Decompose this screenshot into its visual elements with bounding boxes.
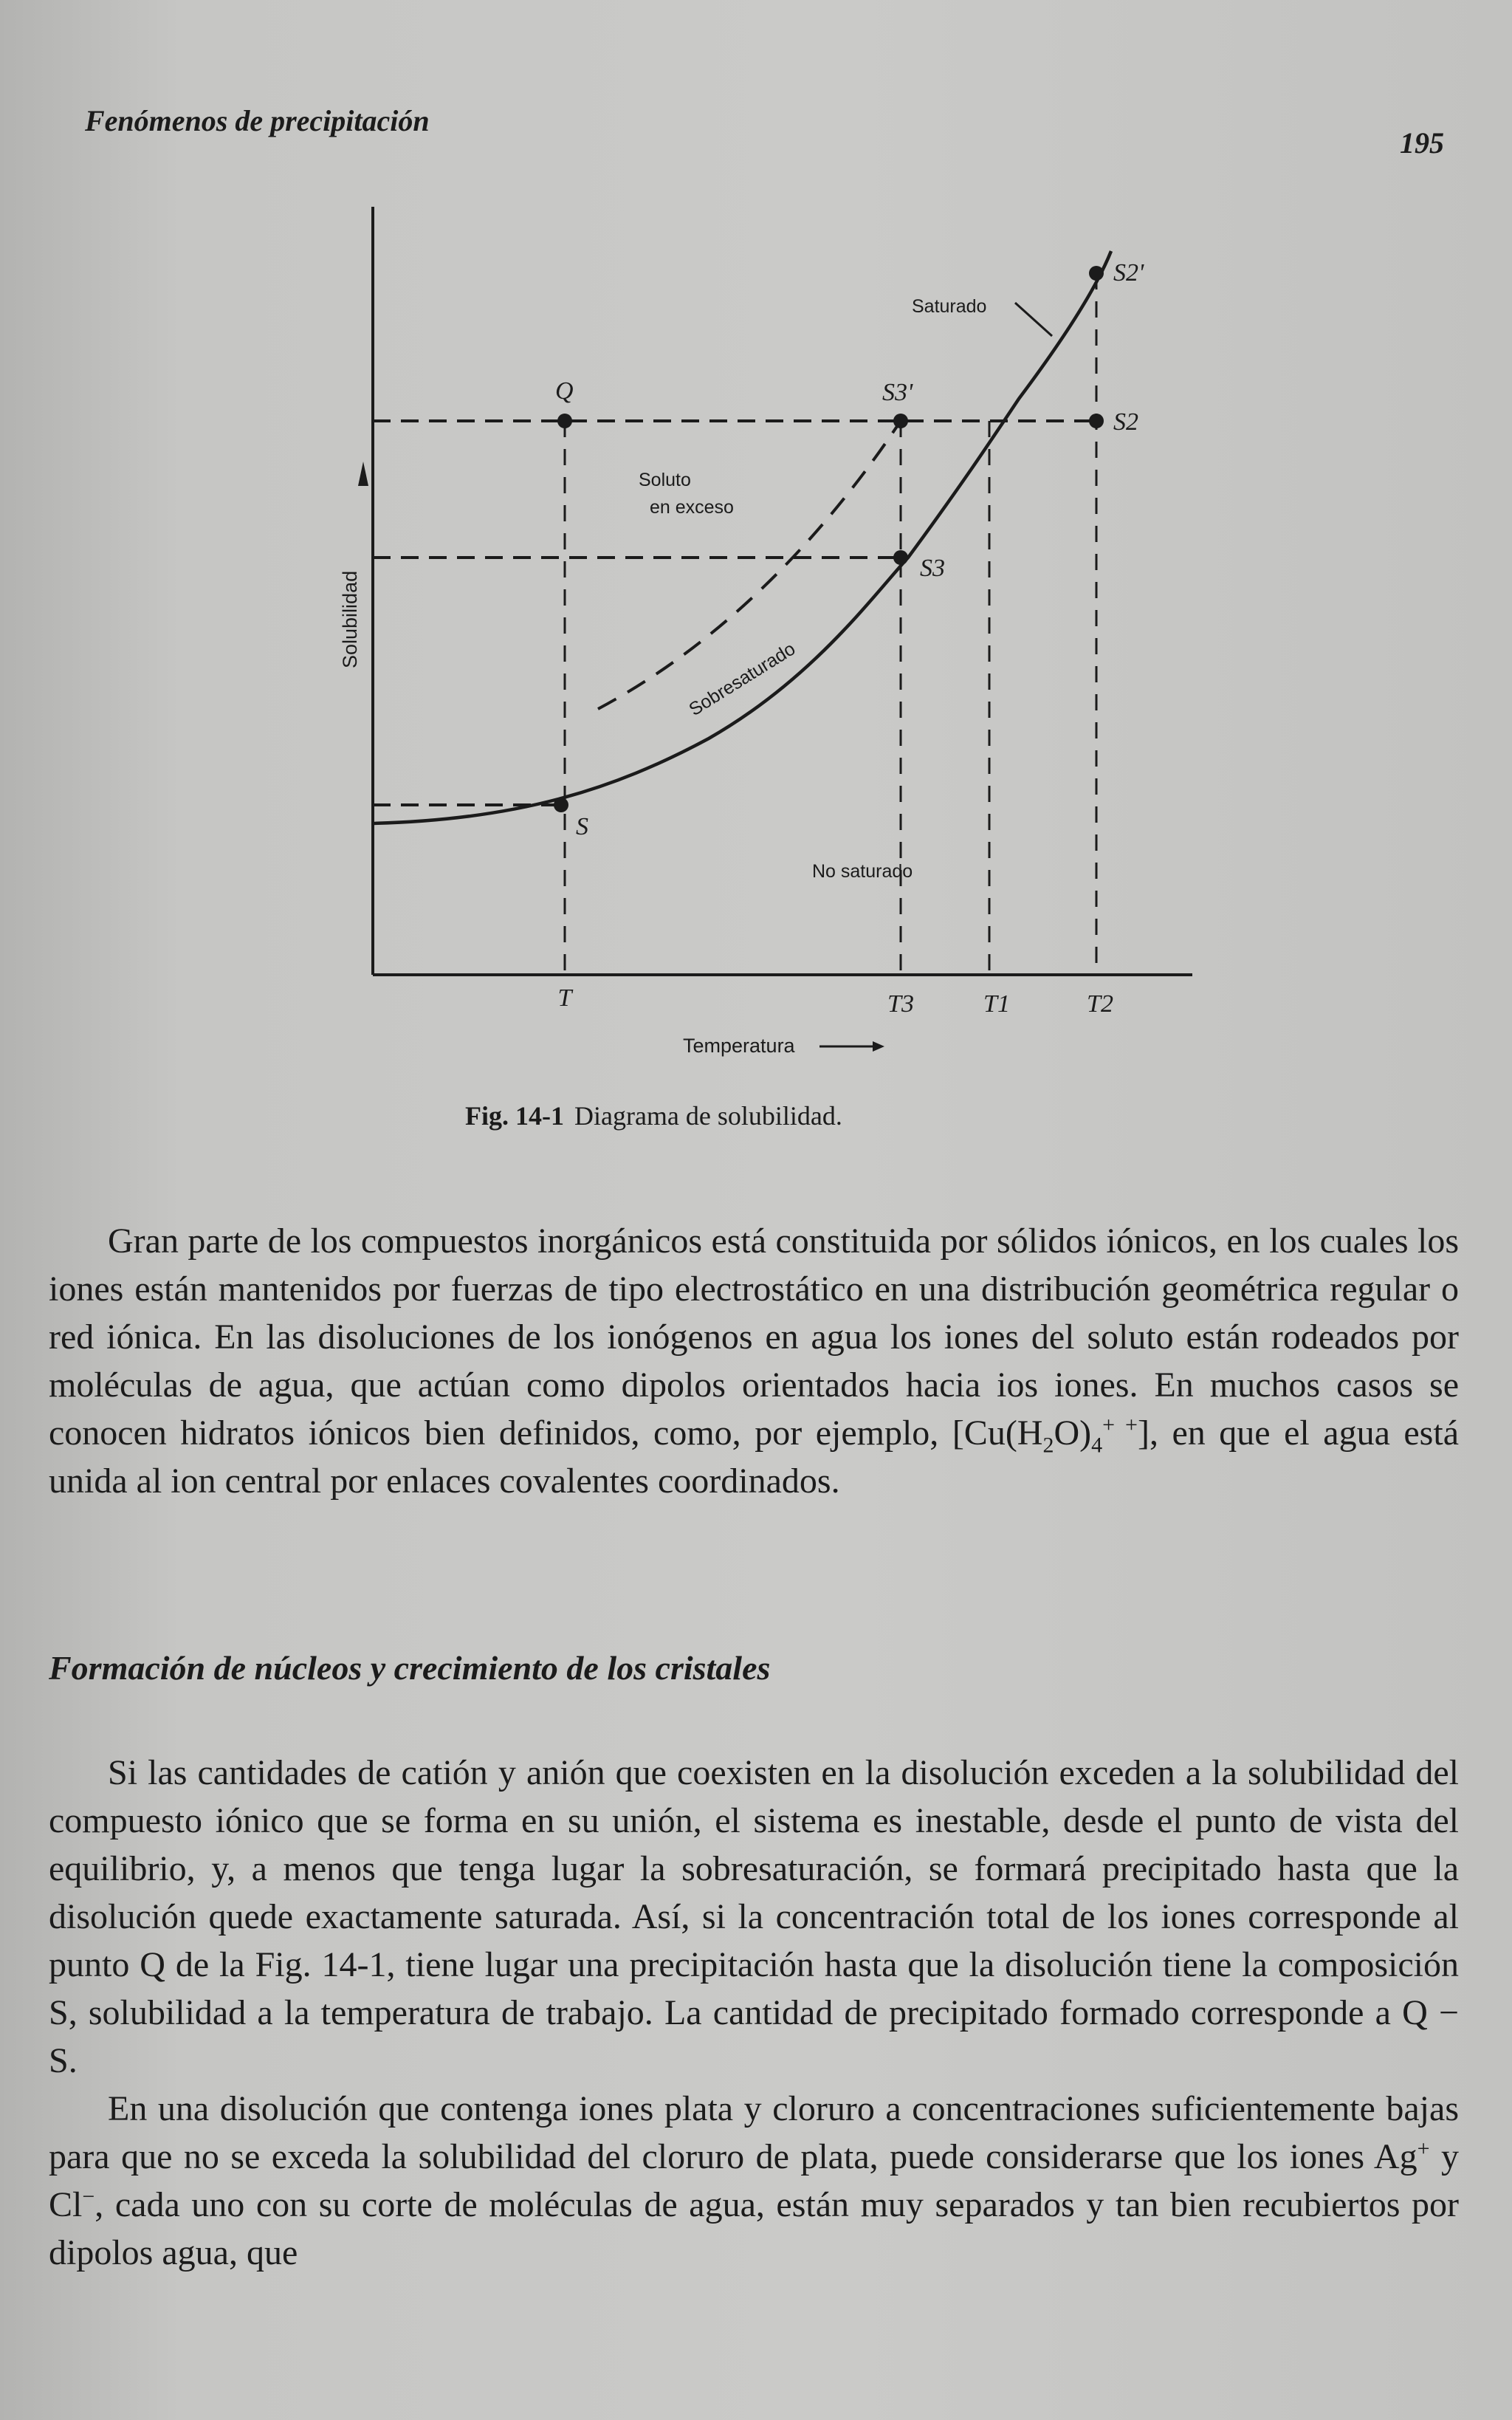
cl-charge: − — [82, 2184, 95, 2209]
paragraph-silver-chloride — [49, 2085, 1459, 2277]
formula-mid: O) — [1054, 1413, 1092, 1453]
paragraph3-cl: y Cl — [49, 2137, 1460, 2224]
x-axis-label: Temperatura — [683, 1035, 795, 1057]
label-q: Q — [555, 377, 574, 405]
label-soluto: Soluto — [639, 470, 691, 490]
point-q — [557, 414, 572, 428]
paragraph1-text-a: Gran parte de los compuestos inorgánicos está constituida por sólidos iónicos, en los cuales los iones están mantenidos por fuerzas de tipo electrostático en una distribución geométrica regular o red iónica. En las disoluciones de los ionógenos en agua los iones del soluto están rodeados por moléculas de agua, que actúan como dipolos orientados hacia ios iones. En muchos casos se conocen hidratos iónicos bien definidos, como, por ejemplo, [Cu(H — [49, 1221, 1459, 1453]
ag-charge: + — [1417, 2136, 1430, 2161]
label-s: S — [576, 813, 588, 840]
section-body — [49, 1749, 1459, 2277]
formula-sub-2: 2 — [1042, 1433, 1054, 1458]
running-title: Fenómenos de precipitación — [85, 104, 430, 137]
paragraph-ionic-solids — [49, 1217, 1459, 1505]
solubility-diagram — [295, 207, 1240, 1174]
section-heading: Formación de núcleos y crecimiento de los cristales — [49, 1649, 771, 1687]
x-tick-t2: T2 — [1087, 990, 1113, 1018]
label-en-exceso: en exceso — [650, 497, 734, 518]
saturado-leader — [1015, 303, 1052, 336]
figure-caption — [465, 1100, 842, 1131]
paragraph-precipitation: Si las cantidades de catión y anión que coexisten en la disolución exceden a la solubilidad del compuesto iónico que se forma en su unión, el sistema es inestable, desde el punto de vista del equilibrio, y, a menos que tenga lugar la sobresaturación, se formará precipitado hasta que la disolución quede exactamente saturada. Así, si la concentración total de los iones corresponde al punto Q de la Fig. 14-1, tiene lugar una precipitación hasta que la disolución tiene la composición S, solubilidad a la temperatura de trabajo. La cantidad de precipitado formado corresponde a Q − S. — [49, 1753, 1459, 2080]
point-s — [554, 798, 568, 812]
point-s3-prime — [893, 414, 908, 428]
label-no-saturado: No saturado — [812, 861, 913, 882]
x-tick-t: T — [557, 984, 572, 1012]
label-s3-prime: S3' — [882, 379, 913, 406]
x-tick-t1: T1 — [983, 990, 1010, 1018]
paragraph3-text-b: , cada uno con su corte de moléculas de agua, están muy separados y tan bien recubiertos por dipolos agua, que — [49, 2185, 1459, 2272]
y-axis-label: Solubilidad — [339, 570, 361, 668]
formula-charge: + + — [1102, 1413, 1138, 1437]
y-axis-arrow-icon — [358, 462, 368, 486]
saturation-curve — [373, 251, 1111, 823]
paragraph3-text-a: En una disolución que contenga iones plata y cloruro a concentraciones suficientemente bajas para que no se exceda la solubilidad del cloruro de plata, puede considerarse que los iones Ag — [49, 2089, 1459, 2176]
point-s2-prime — [1089, 266, 1104, 281]
point-s3 — [893, 550, 908, 565]
label-s2: S2 — [1113, 408, 1138, 436]
x-axis-arrow-icon — [873, 1041, 884, 1052]
label-sobresaturado: Sobresaturado — [685, 638, 800, 721]
figure-label: Fig. 14-1 — [465, 1101, 564, 1131]
figure-caption-text: Diagrama de solubilidad. — [574, 1101, 842, 1131]
x-tick-t3: T3 — [887, 990, 914, 1018]
solubility-diagram-svg — [295, 207, 1240, 1093]
label-s3: S3 — [920, 555, 945, 582]
page-number: 195 — [1400, 126, 1444, 160]
formula-sub-4: 4 — [1091, 1433, 1103, 1458]
label-s2-prime: S2' — [1113, 259, 1144, 287]
label-saturado: Saturado — [912, 296, 987, 317]
point-s2 — [1089, 414, 1104, 428]
paragraph1-text-b: ], en que el agua está unida al ion central por enlaces covalentes coordinados. — [49, 1413, 1460, 1501]
